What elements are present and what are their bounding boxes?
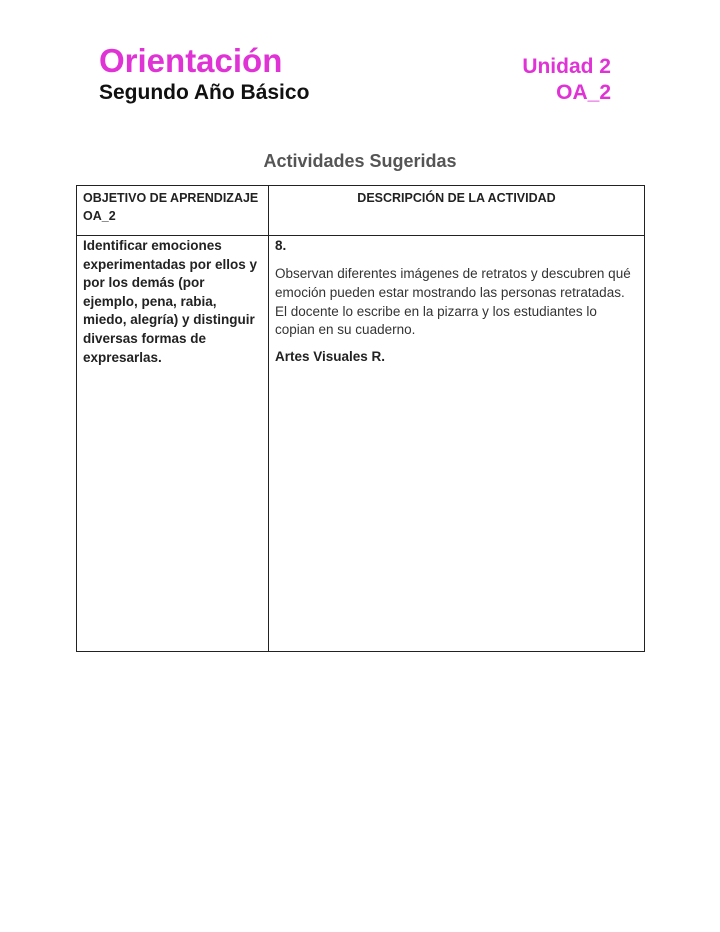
activity-description: Observan diferentes imágenes de retratos y descubren qué emoción pueden estar mostrando las personas retratadas. El docente lo escribe en la pizarra y los estudiantes lo copian en su cuaderno. <box>275 266 631 338</box>
table-header-row <box>77 186 645 236</box>
table-row <box>77 236 645 652</box>
grade-title: Segundo Año Básico <box>99 81 310 104</box>
activities-table <box>76 185 645 652</box>
activity-reference: Artes Visuales R. <box>275 349 386 365</box>
subject-title: Orientación <box>99 42 283 79</box>
section-title: Actividades Sugeridas <box>263 151 457 171</box>
activity-column-header: DESCRIPCIÓN DE LA ACTIVIDAD <box>269 186 645 236</box>
activity-number: 8. <box>275 238 287 253</box>
objective-column-header: OBJETIVO DE APRENDIZAJE OA_2 <box>77 186 269 236</box>
activity-cell <box>269 236 645 652</box>
objective-cell: Identificar emociones experimentadas por ellos y por los demás (por ejemplo, pena, rabia, miedo, alegría) y distinguir diversas formas de expresarlas. <box>77 236 269 652</box>
oa-code-label: OA_2 <box>556 81 611 104</box>
unit-label: Unidad 2 <box>522 55 611 78</box>
